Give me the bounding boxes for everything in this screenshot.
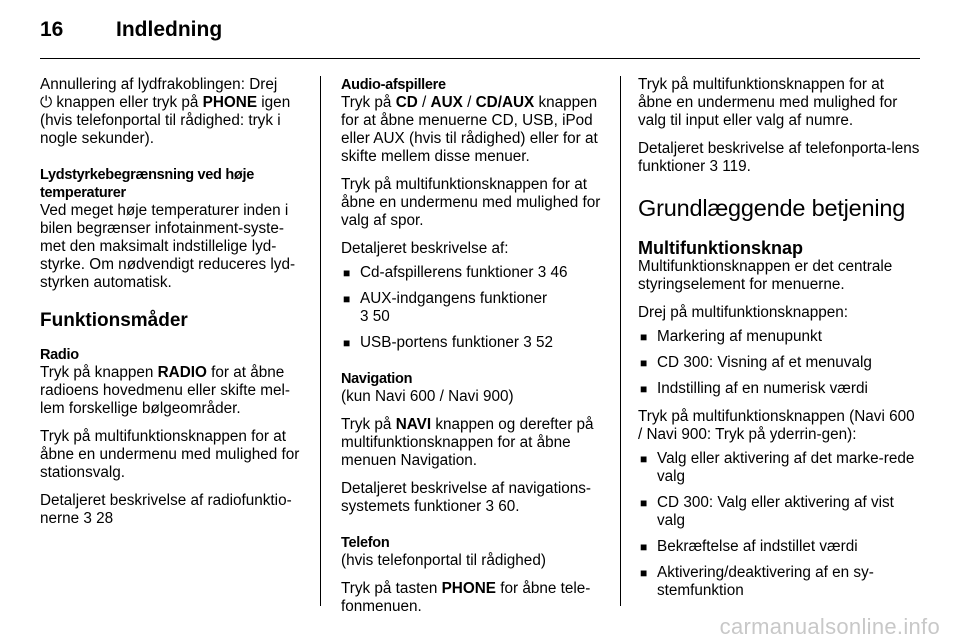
column-1 xyxy=(40,76,308,538)
press-function-list xyxy=(638,450,920,600)
list-item: ■ Bekræftelse af indstillet værdi xyxy=(640,538,858,555)
power-icon: ⏻ xyxy=(40,94,53,111)
list-item: ■ CD 300: Visning af et menuvalg xyxy=(640,354,872,371)
list-item: ■ Valg eller aktivering af det marke-rede valg xyxy=(640,450,915,485)
subheading-navigation: Navigation xyxy=(341,371,413,387)
page-reference: 3 46 xyxy=(537,264,568,281)
paragraph-phone-submenu: Tryk på multifunktionsknappen for at åbne en undermenu med mulighed for valg til input eller valg af numre. xyxy=(638,76,898,129)
header-rule xyxy=(40,58,920,59)
paragraph-radio-ref: Detaljeret beskrivelse af radiofunktio-nerne 3 28 xyxy=(40,492,292,527)
paragraph-mute-cancel: Annullering af lydfrakoblingen: Drej ⏻ knappen eller tryk på PHONE igen (hvis telefonportal til rådighed: tryk i nogle sekunder). xyxy=(40,76,291,147)
paragraph-volume-limit: Ved meget høje temperaturer inden i bilen begrænser infotainment-syste-met den maksimalt indstillelige lyd-styrke. Om nødvendigt reduceres lyd-styrken automatisk. xyxy=(40,202,296,291)
paragraph-knob-intro: Multifunktionsknappen er det centrale styringselement for menuerne. xyxy=(638,258,893,293)
paragraph-details-intro: Detaljeret beskrivelse af: xyxy=(341,240,509,257)
page-reference: 3 50 xyxy=(360,308,390,325)
paragraph-navi-ref: Detaljeret beskrivelse af navigations-systemets funktioner 3 60. xyxy=(341,480,591,515)
page-reference: 3 119. xyxy=(709,158,751,175)
paragraph-press-knob: Tryk på multifunktionsknappen (Navi 600 / Navi 900: Tryk på yderrin-gen): xyxy=(638,408,915,443)
page-number: 16 xyxy=(40,18,64,41)
heading-basic-operation: Grundlæggende betjening xyxy=(638,195,906,221)
paragraph-phone-note: (hvis telefonportal til rådighed) xyxy=(341,552,546,569)
list-item: ■ AUX-indgangens funktioner 3 50 xyxy=(343,290,548,325)
subheading-multifunction-knob: Multifunktionsknap xyxy=(638,238,803,258)
page-header xyxy=(40,18,222,42)
paragraph-radio-submenu: Tryk på multifunktionsknappen for at åbne en undermenu med mulighed for stationsvalg. xyxy=(40,428,300,481)
paragraph-audio-players: Tryk på CD / AUX / CD/AUX knappen for at åbne menuerne CD, USB, iPod eller AUX (hvis til rådighed) eller for at skifte mellem disse menuer. xyxy=(341,94,598,165)
subheading-volume-limit: Lydstyrkebegrænsning ved høje temperaturer xyxy=(40,167,254,201)
paragraph-navi: Tryk på NAVI knappen og derefter på multifunktionsknappen for at åbne menuen Navigation. xyxy=(341,416,594,469)
paragraph-navi-note: (kun Navi 600 / Navi 900) xyxy=(341,388,514,405)
paragraph-phone-ref: Detaljeret beskrivelse af telefonporta-lens funktioner 3 119. xyxy=(638,140,920,175)
paragraph-radio: Tryk på knappen RADIO for at åbne radioens hovedmenu eller skifte mel-lem forskellige bølgeområder. xyxy=(40,364,290,417)
list-item: ■ CD 300: Valg eller aktivering af vist valg xyxy=(640,494,894,529)
subheading-radio: Radio xyxy=(40,347,79,363)
list-item: ■ Aktivering/deaktivering af en sy-stemfunktion xyxy=(640,564,874,599)
watermark: carmanualsonline.info xyxy=(719,614,940,639)
list-item: ■ Indstilling af en numerisk værdi xyxy=(640,380,868,397)
heading-modes: Funktionsmåder xyxy=(40,310,188,331)
chapter-title: Indledning xyxy=(116,18,223,41)
page-reference: 3 60. xyxy=(485,498,520,515)
list-item: ■ Cd-afspillerens funktioner 3 46 xyxy=(343,264,568,281)
column-2 xyxy=(341,76,609,626)
subheading-phone: Telefon xyxy=(341,535,390,551)
column-3 xyxy=(638,76,920,610)
subheading-audio-players: Audio-afspillere xyxy=(341,77,446,93)
paragraph-track-select: Tryk på multifunktionsknappen for at åbne en undermenu med mulighed for valg af spor. xyxy=(341,176,601,229)
page-reference: 3 52 xyxy=(523,334,554,351)
column-divider-1 xyxy=(320,76,321,606)
audio-function-list xyxy=(341,264,609,352)
column-divider-2 xyxy=(620,76,621,606)
paragraph-turn-knob: Drej på multifunktionsknappen: xyxy=(638,304,849,321)
page-reference: 3 28 xyxy=(83,510,114,527)
turn-function-list xyxy=(638,328,920,398)
list-item: ■ USB-portens funktioner 3 52 xyxy=(343,334,554,351)
list-item: ■ Markering af menupunkt xyxy=(640,328,822,345)
paragraph-phone: Tryk på tasten PHONE for åbne tele-fonmenuen. xyxy=(341,580,591,615)
